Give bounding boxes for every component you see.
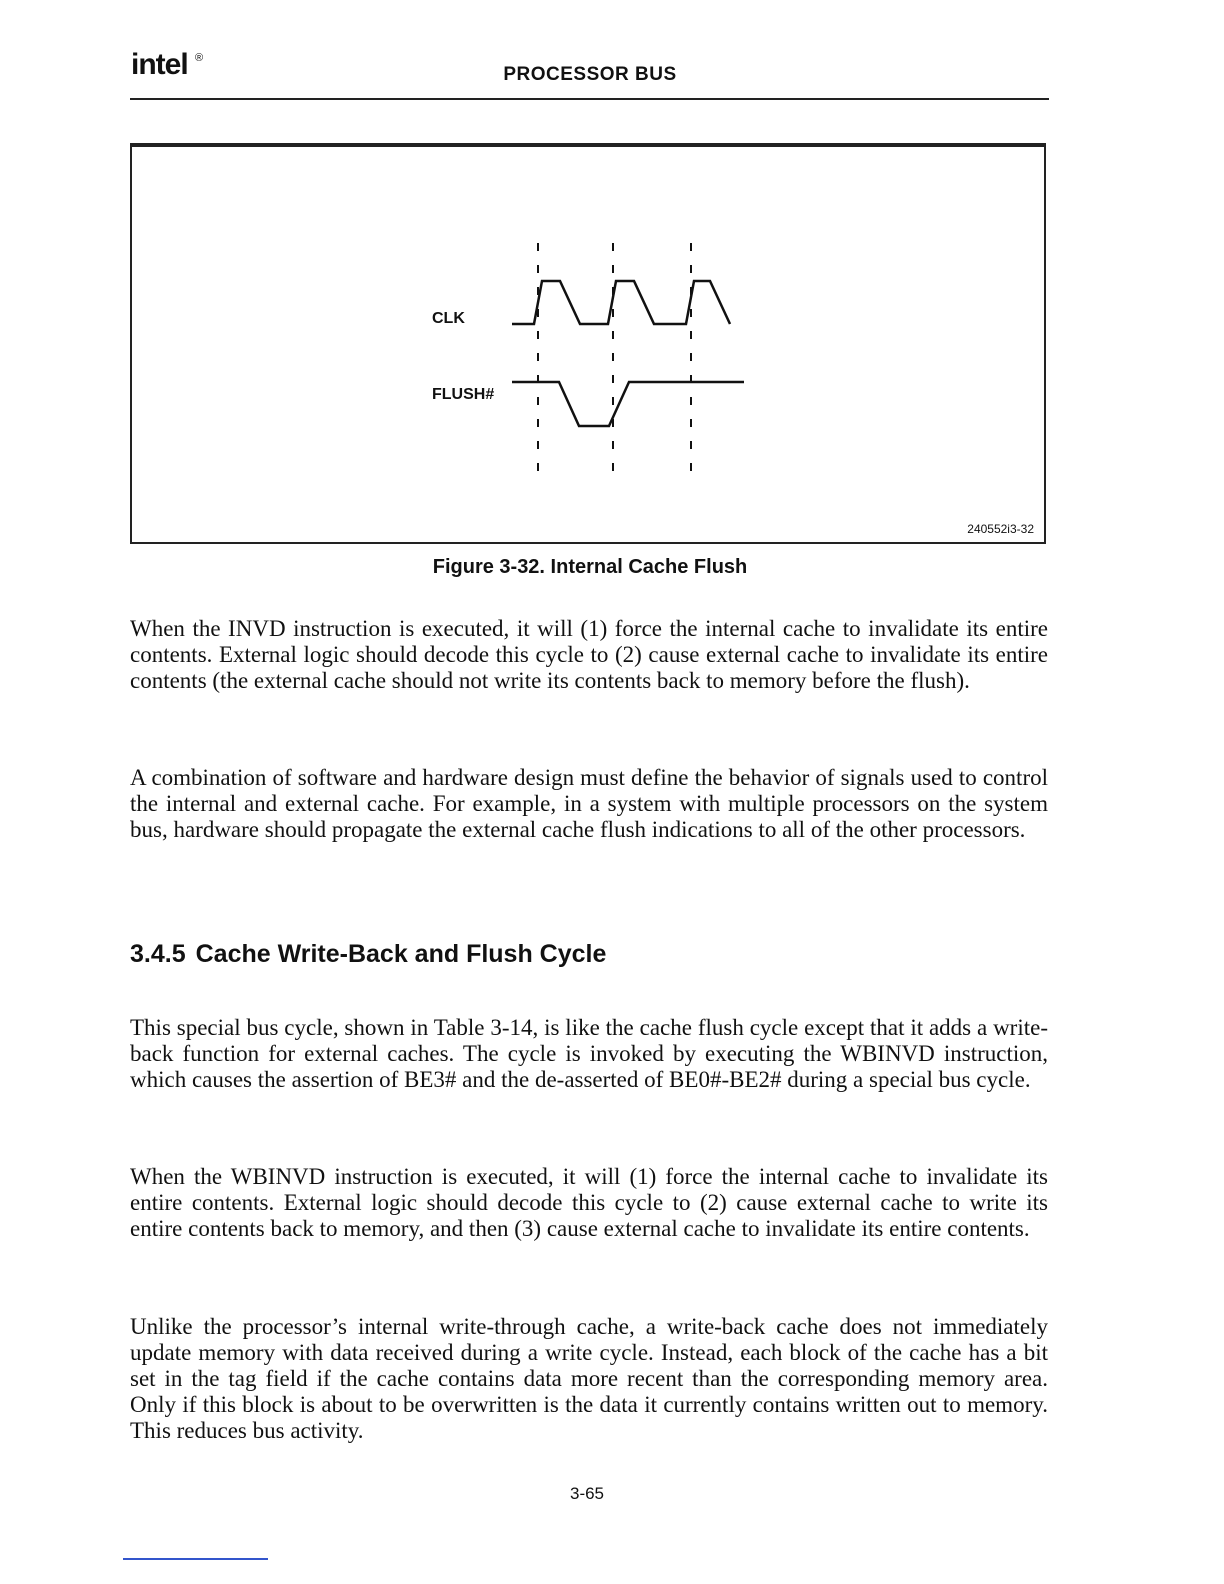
section-heading	[130, 940, 606, 969]
paragraph-write-back-cache: Unlike the processor’s internal write-through cache, a write-back cache does not immediately update memory with data received during a write cycle. Instead, each block of the cache has a bit set in the tag field if the cache contains data more recent than the corresponding memory area. Only if this block is about to be overwritten is the data it currently contains written out to memory. This reduces bus activity.	[130, 1314, 1048, 1443]
running-header-title: PROCESSOR BUS	[503, 64, 677, 85]
footer-rule	[123, 1558, 268, 1560]
paragraph-wbinvd: When the WBINVD instruction is executed, it will (1) force the internal cache to invalidate its entire contents. External logic should decode this cycle to (2) cause external cache to write its entire contents back to memory, and then (3) cause external cache to invalidate its entire contents.	[130, 1164, 1048, 1241]
clk-signal-label: CLK	[432, 310, 465, 327]
page-number: 3-65	[569, 1484, 605, 1503]
figure-caption: Figure 3-32. Internal Cache Flush	[432, 556, 748, 578]
clk-waveform	[512, 281, 730, 324]
logo-wordmark: intel	[131, 48, 188, 81]
flush-waveform	[512, 382, 744, 426]
section-title: Cache Write-Back and Flush Cycle	[195, 940, 607, 968]
section-number: 3.4.5	[130, 940, 186, 968]
flush-signal-label: FLUSH#	[432, 386, 495, 403]
timing-diagram	[132, 145, 1044, 542]
paragraph-invd: When the INVD instruction is executed, it will (1) force the internal cache to invalidate its entire contents. External logic should decode this cycle to (2) cause external cache to invalidate its entire contents (the external cache should not write its contents back to memory before the flush).	[130, 616, 1048, 693]
figure-id: 240552i3-32	[967, 522, 1034, 536]
header-rule	[130, 98, 1049, 100]
paragraph-signal-design: A combination of software and hardware design must define the behavior of signals used to control the internal and external cache. For example, in a system with multiple processors on the system bus, hardware should propagate the external cache flush indications to all of the other processors.	[130, 765, 1048, 842]
paragraph-special-bus-cycle: This special bus cycle, shown in Table 3-14, is like the cache flush cycle except that it adds a write-back function for external caches. The cycle is invoked by executing the WBINVD instruction, which causes the assertion of BE3# and the de-asserted of BE0#-BE2# during a special bus cycle.	[130, 1015, 1048, 1092]
registered-mark: ®	[195, 52, 204, 64]
timing-diagram-figure	[130, 143, 1046, 544]
